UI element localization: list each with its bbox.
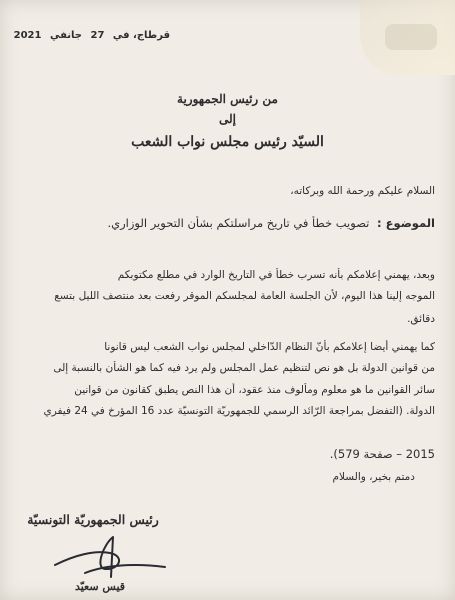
faded-emblem [385,24,437,50]
date-line [10,29,170,43]
subject-label: الموضوع : [377,216,435,230]
paragraph2-line: من قوانين الدولة بل هو نص لتنظيم عمل المجلس ولم يرد فيه كما هو الشأن بالنسبة إلى [53,362,435,374]
salutation: السلام عليكم ورحمة الله وبركاته، [290,185,435,197]
date-place: قرطاج، في [112,30,170,41]
sender-line: من رئيس الجمهورية [177,92,278,106]
subject-line [20,216,435,230]
subject-text: تصويب خطأ في تاريخ مراسلتكم بشأن التحوير الوزاري. [107,216,370,230]
date-year: 2021 [13,30,42,41]
paragraph2-line: كما يهمني أيضا إعلامكم بأنّ النظام الدّاخلي لمجلس نواب الشعب ليس قانونا [104,341,435,353]
to-line: إلى [219,112,236,126]
signature-name: قيس سعيّد [74,580,126,593]
paragraph1-line: دقائق. [407,313,435,325]
paragraph2-line: سائر القوانين ما هو معلوم ومألوف منذ عقود، أن هذا النص يطبق كقانون من قوانين [74,384,435,396]
closing-wishes: دمتم بخير، والسلام [332,471,415,483]
recipient-line: السيّد رئيس مجلس نواب الشعب [131,134,324,150]
paragraph1-line: وبعد، يهمني إعلامكم بأنه تسرب خطأ في التاريخ الوارد في مطلع مكتوبكم [117,269,435,281]
signature-title: رئيس الجمهوريّة التونسيّة [27,512,159,527]
date-month: جانفي [49,30,82,41]
date-day: 27 [90,30,105,41]
letterhead-stamp [360,0,455,75]
handwritten-signature [25,525,185,585]
paragraph1-line: الموجه إلينا هذا اليوم، لأن الجلسة العامة لمجلسكم الموقر رفعت بعد منتصف الليل بتسع [54,290,435,302]
paragraph2-line: 2015 – صفحة 579). [329,447,435,461]
paragraph2-line: الدولة. (التفضل بمراجعة الرّائد الرسمي للجمهوريّة التونسيّة عدد 16 المؤرخ في 24 فيفري [43,405,435,417]
